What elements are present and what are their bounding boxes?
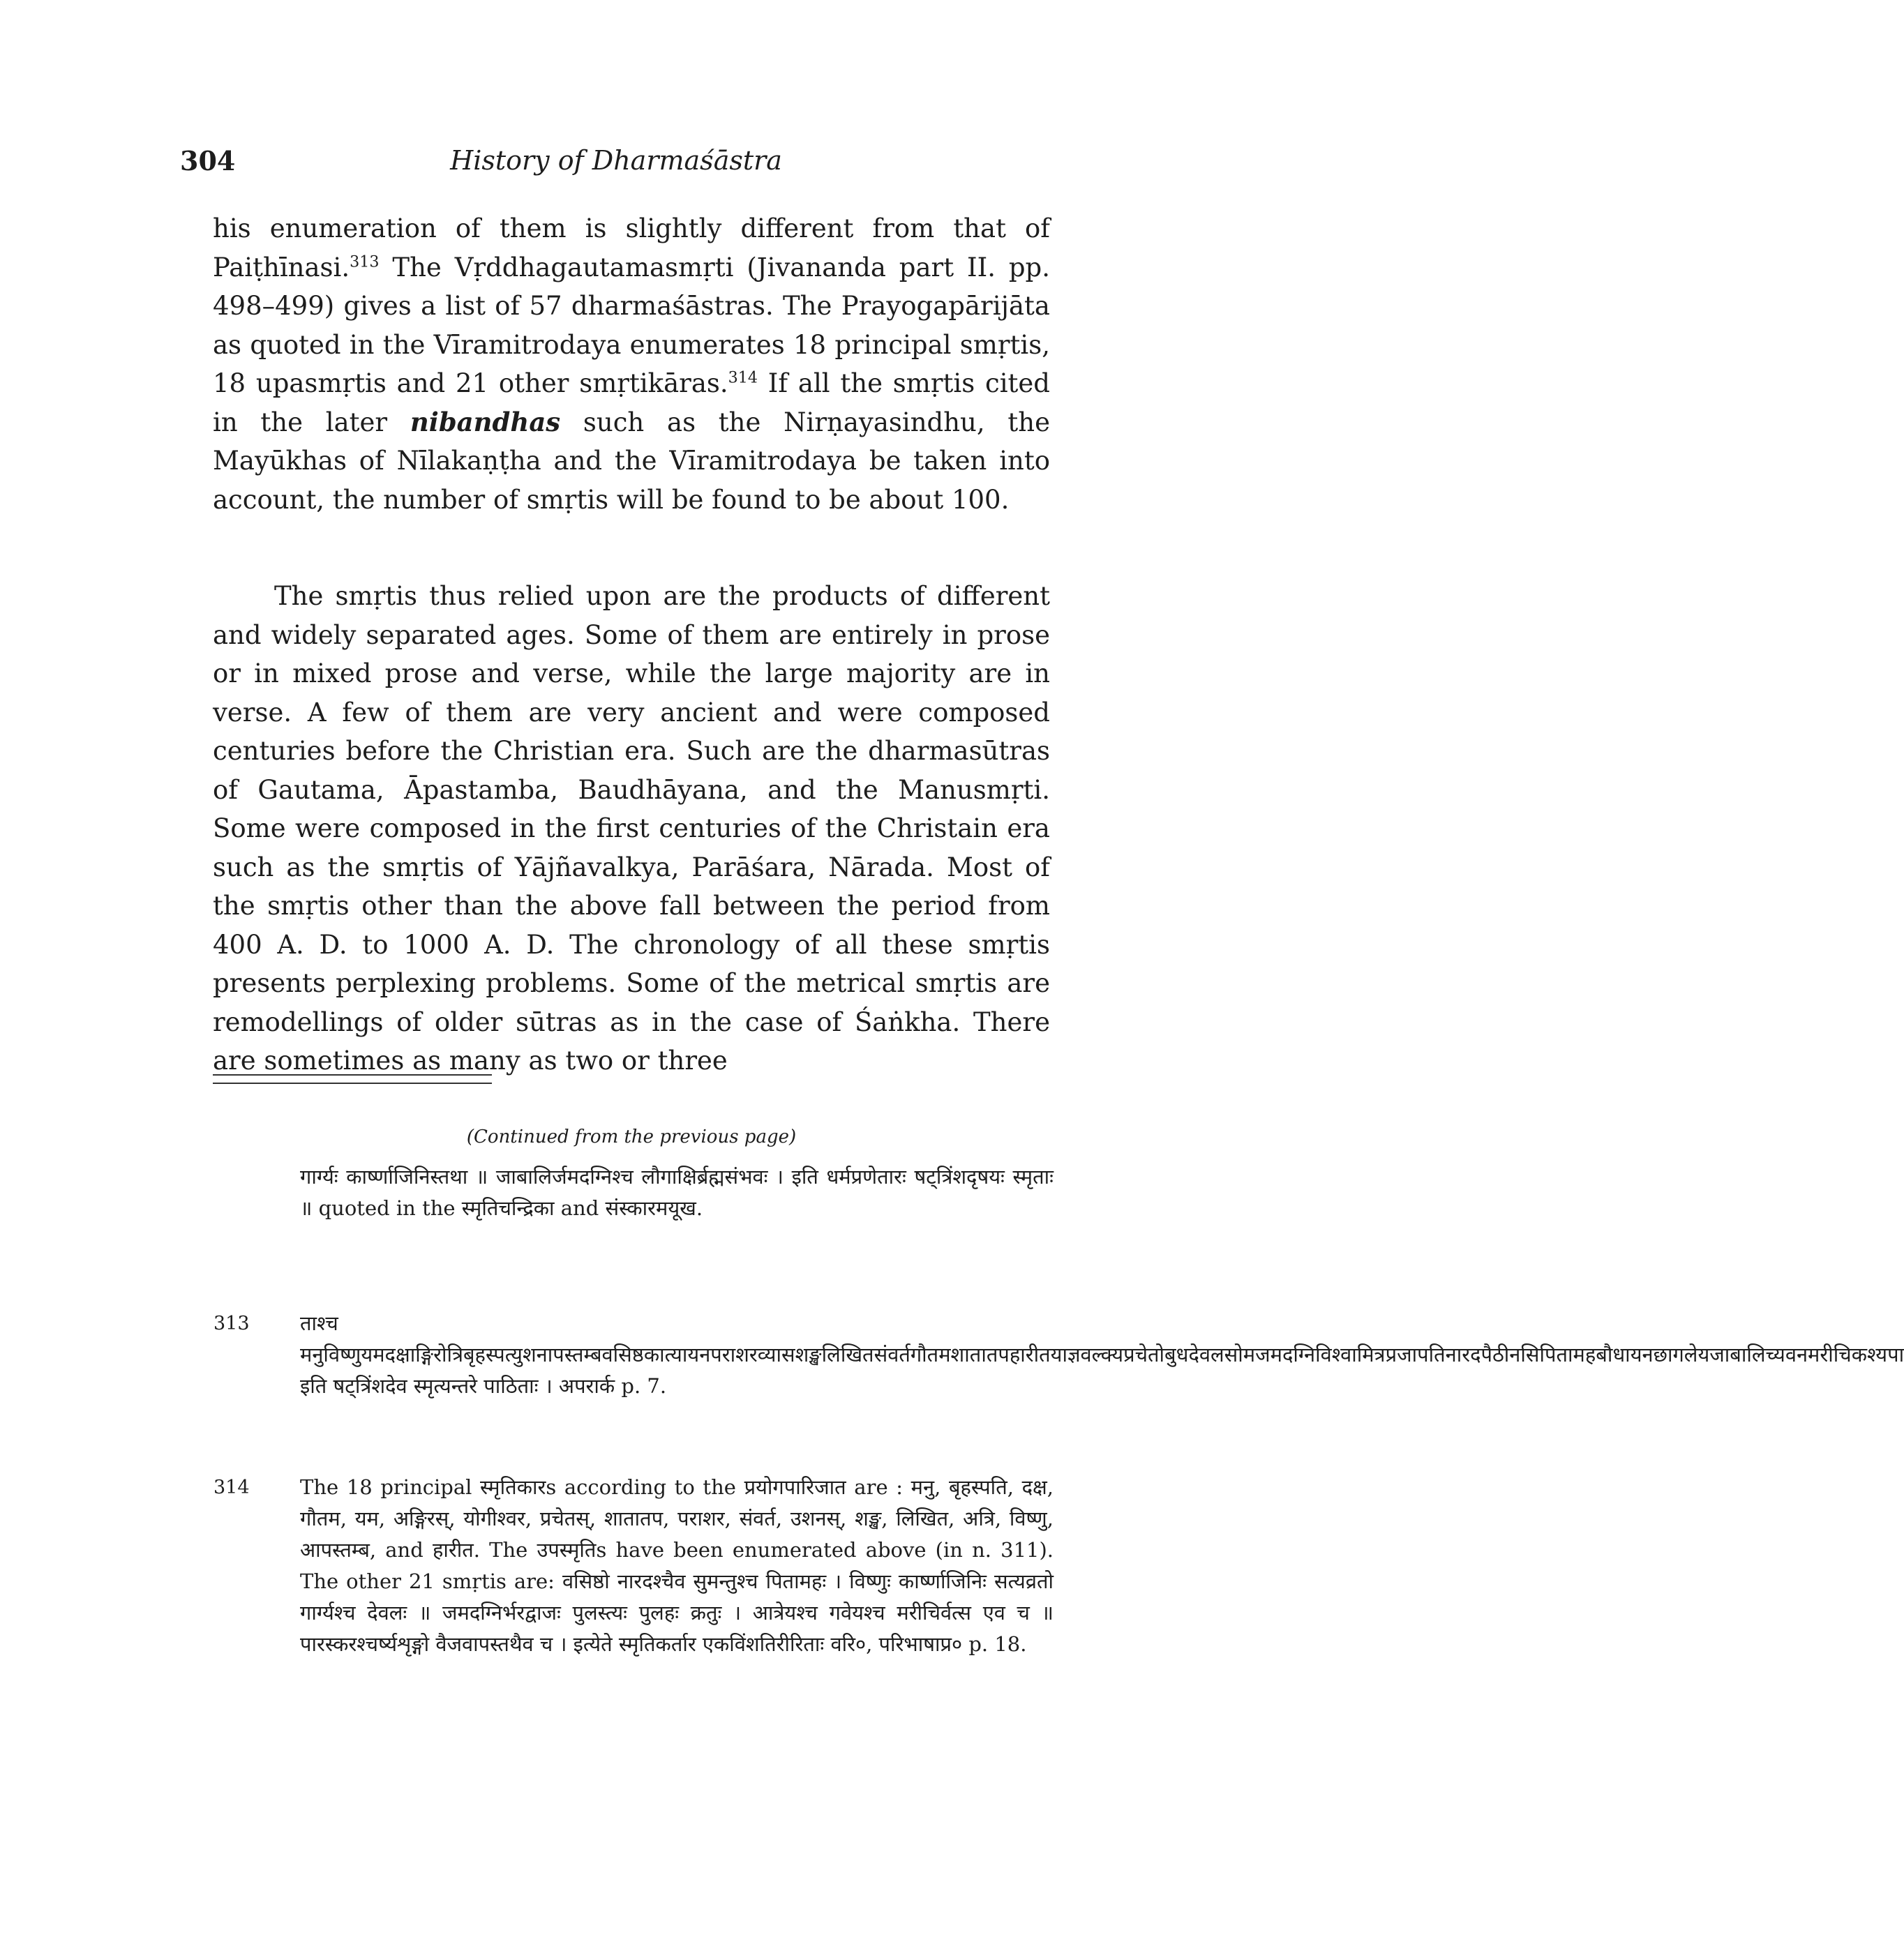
sanskrit-text: वसिष्ठो नारदश्चैव सुमन्तुश्च पितामहः । विष्णुः कार्ष्णाजिनिः सत्यव्रतो गार्ग्यश्च देवलः ॥ जमदग्निर्भरद्वाजः पुलस्त्यः पुलहः क्रतुः । आत्रेयश्च गवेयश्च मरीचिर्वत्स एव च ॥ पारस्करश्चर्ष्यशृङ्गो वैजवापस्तथैव च । इत्येते स्मृतिकर्तार एकविंशतिरीरिताः वरि०, परिभाषाप्र० [300, 1569, 1054, 1656]
sanskrit-text: स्मृतिकार [480, 1475, 546, 1499]
footnote-313: ताश्च मनुविष्णुयमदक्षाङ्गिरोत्रिबृहस्पत्युशनापस्तम्बवसिष्ठकात्यायनपराशरव्यासशङ्खलिखितसंवर्तगौतमशातातपहारीतयाज्ञवल्क्यप्रचेतोबुधदेवलसोमजमदग्निविश्वामित्रप्रजापतिनारदपैठीनसिपितामहबौधायनछागलेयजाबालिच्यवनमरीचिकश्यपा इति षट्त्रिंशदेव स्मृत्यन्तरे पाठिताः । अपरार्क p. 7. [300, 1311, 1904, 1398]
sanskrit-text: उपस्मृति [537, 1538, 597, 1562]
continued-label: (Continued from the previous page) [466, 1127, 797, 1147]
footnote-ref-313: 313 [350, 253, 380, 271]
footnote-text: are : [846, 1475, 911, 1499]
footnote-continued [300, 1161, 1054, 1224]
footnote-text: s according to the [546, 1475, 744, 1499]
sanskrit-text: गार्ग्यः कार्ष्णाजिनिस्तथा ॥ जाबालिर्जमदग्निश्च लौगाक्षिर्ब्रह्मसंभवः । इति धर्मप्रणेतारः षट्त्रिंशदृषयः स्मृताः ॥ [300, 1165, 1054, 1220]
para1-text: The Vṛddhagautamasmṛti (Jivananda part II. pp. 498–499) gives a list of 57 dharmaśāstras. The Prayogapārijāta as quoted in the Vīramitrodaya enumerates 18 principal smṛtis, 18 upasmṛtis and 21 other smṛtikāras. [213, 252, 1050, 398]
footnote-number-313: 313 [213, 1313, 250, 1334]
footnote-text: The 18 principal [300, 1475, 481, 1499]
italic-term: nibandhas [410, 406, 561, 437]
footnote-ref-314: 314 [728, 368, 758, 387]
footnote-314 [300, 1472, 1054, 1660]
footnote-text: quoted in the [312, 1196, 462, 1220]
para1-text: If all the smṛtis cited in the later [213, 368, 1050, 437]
sanskrit-text: हारीत. [432, 1538, 480, 1562]
page-number: 304 [180, 145, 236, 176]
footnote-text: and [554, 1196, 606, 1220]
page-header [180, 145, 1052, 187]
footnote-divider [213, 1074, 492, 1084]
para1-text: such as the Nirṇayasindhu, the Mayūkhas of Nīlakaṇṭha and the Vīramitrodaya be taken into account, the number of smṛtis will be found to be about 100. [213, 407, 1050, 515]
footnote-text: and [376, 1538, 433, 1562]
footnote-text: p. 18. [962, 1632, 1027, 1656]
body-paragraph-2: The smṛtis thus relied upon are the products of different and widely separated ages. Some of them are entirely in prose or in mixed prose and verse, while the large majority are in verse. A few of them are very ancient and were composed centuries before the Christian era. Such are the dharmasūtras of Gautama, Āpastamba, Baudhāyana, and the Manusmṛti. Some were composed in the first centuries of the Christain era such as the smṛtis of Yājñavalkya, Parāśara, Nārada. Most of the smṛtis other than the above fall between the period from 400 A. D. to 1000 A. D. The chronology of all these smṛtis presents perplexing problems. Some of the metrical smṛtis are remodellings of older sūtras as in the case of Śaṅkha. There are sometimes as many as two or three [213, 581, 1050, 1076]
sanskrit-text: मनु, बृहस्पति, दक्ष, गौतम, यम, अङ्गिरस्, योगीश्वर, प्रचेतस्, शातातप, पराशर, संवर्त, उशनस्, शङ्ख, लिखित, अत्रि, विष्णु, आपस्तम्ब, [300, 1475, 1054, 1562]
para1-text: his enumeration of them is slightly different from that of Paiṭhīnasi. [213, 213, 1050, 282]
footnote-text: The [479, 1538, 537, 1562]
footnote-text: s have been enumerated above (in n. 311). The other 21 smṛtis are: [300, 1538, 1054, 1593]
sanskrit-text: प्रयोगपारिजात [744, 1475, 846, 1499]
footnote-number-314: 314 [213, 1477, 250, 1498]
running-title: History of Dharmaśāstra [450, 145, 782, 176]
sanskrit-text: स्मृतिचन्द्रिका [461, 1196, 555, 1220]
body-paragraph-1 [213, 209, 1050, 519]
sanskrit-text: संस्कारमयूख. [605, 1196, 703, 1220]
